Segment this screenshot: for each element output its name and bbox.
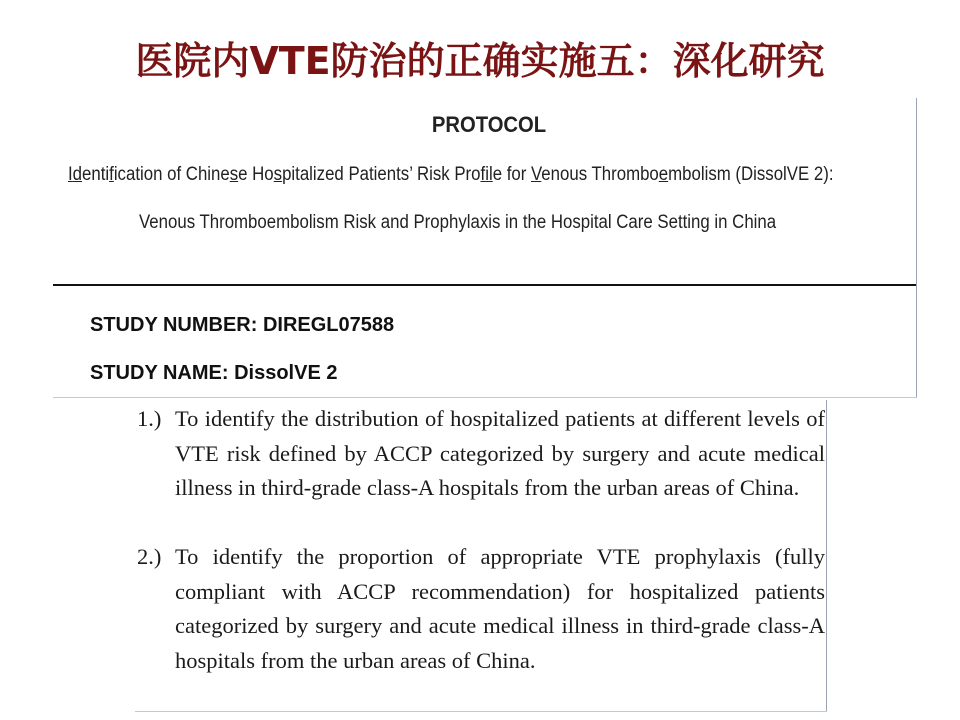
title-fragment: enti (82, 164, 110, 185)
title-fragment: e Ho (238, 164, 274, 185)
study-number: STUDY NUMBER: DIREGL07588 (90, 314, 395, 336)
objective-number: 2.) (137, 544, 162, 569)
objective-number: 1.) (137, 406, 162, 431)
objectives-excerpt (135, 400, 827, 712)
protocol-heading: PROTOCOL (431, 112, 547, 137)
title-fragment: e for (492, 164, 532, 185)
divider (53, 284, 917, 286)
title-fragment: f (480, 164, 486, 185)
title-fragment: f (109, 164, 114, 185)
panel-border-bottom (135, 711, 827, 712)
objective-text: To identify the proportion of appropriate VTE prophylaxis (fully compliant with ACCP recommendation) for hospitalized patients categorized by surgery and acute medical illness in third-grade class-A hospitals from the urban areas of China. (175, 544, 825, 673)
study-name: STUDY NAME: DissolVE 2 (90, 362, 338, 384)
title-fragment: ication of Chine (113, 164, 230, 185)
title-fragment: pitalized Patients’ Risk Pro (282, 164, 481, 185)
title-fragment: mbolism (DissolVE 2): (668, 164, 834, 185)
objective-item (135, 402, 825, 506)
objective-item (135, 540, 825, 678)
title-fragment: V (531, 164, 542, 185)
objective-text: To identify the distribution of hospitalized patients at different levels of VTE risk defined by ACCP categorized by surgery and acute medical illness in third-grade class-A hospitals from the urban areas of China. (175, 406, 825, 500)
title-fragment: l (488, 164, 493, 185)
title-fragment: e (658, 164, 669, 185)
title-fragment: s (229, 164, 239, 185)
panel-border-bottom (53, 397, 917, 398)
title-fragment: I (68, 164, 73, 185)
panel-border-right (826, 400, 827, 712)
protocol-excerpt (53, 98, 917, 398)
protocol-title-line1 (68, 164, 834, 186)
title-fragment: enous Thrombo (541, 164, 659, 185)
panel-border-right (916, 98, 917, 398)
title-fragment: d (72, 164, 83, 185)
title-fragment: i (485, 164, 489, 185)
protocol-title-line2: Venous Thromboembolism Risk and Prophylaxis in the Hospital Care Setting in China (139, 212, 777, 233)
title-fragment: s (273, 164, 283, 185)
slide-title: 医院内VTE防治的正确实施五：深化研究 (135, 39, 825, 83)
